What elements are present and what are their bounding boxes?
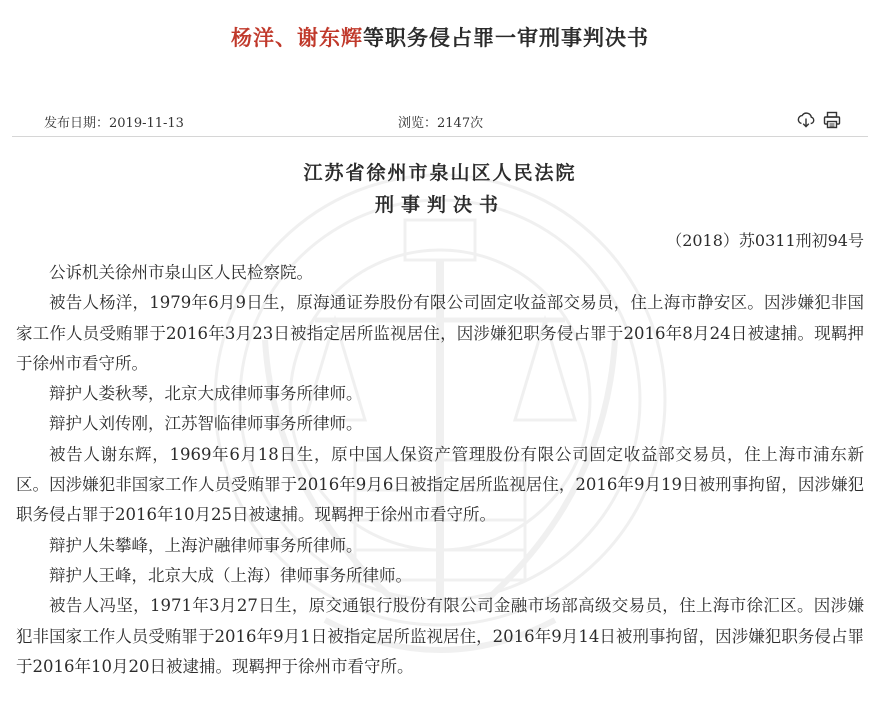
paragraph-defender-lou: 辩护人娄秋琴，北京大成律师事务所律师。 <box>49 384 363 404</box>
meta-bar <box>12 104 868 137</box>
document-title <box>0 22 880 52</box>
paragraph-defendant-yang: 被告人杨洋，1979年6月9日生，原海通证券股份有限公司固定收益部交易员，住上海市静安区。因涉嫌犯非国家工作人员受贿罪于2016年3月23日被指定居所监视居住，因涉嫌犯职务侵占罪于2016年8月24日被逮捕。现羁押于徐州市看守所。 <box>16 293 864 373</box>
document-type: 刑事判决书 <box>374 194 505 216</box>
meta-actions <box>796 110 842 130</box>
paragraph-defender-liu: 辩护人刘传刚，江苏智临律师事务所律师。 <box>49 414 363 434</box>
paragraph-defender-wang: 辩护人王峰，北京大成（上海）律师事务所律师。 <box>49 565 412 585</box>
court-name: 江苏省徐州市泉山区人民法院 <box>303 162 577 184</box>
download-icon[interactable] <box>796 110 816 130</box>
paragraph-defender-zhu: 辩护人朱攀峰，上海沪融律师事务所律师。 <box>49 535 363 555</box>
view-count: 浏览：2147次 <box>398 116 484 131</box>
paragraph-defendant-xie: 被告人谢东辉，1969年6月18日生，原中国人保资产管理股份有限公司固定收益部交易员，住上海市浦东新区。因涉嫌犯非国家工作人员受贿罪于2016年9月6日被指定居所监视居住，2016年9月19日被刑事拘留，因涉嫌犯职务侵占罪于2016年10月25日被逮捕。现羁押于徐州市看守所。 <box>16 444 864 525</box>
title-rest: 等职务侵占罪一审刑事判决书 <box>363 25 649 50</box>
case-number: （2018）苏0311刑初94号 <box>666 231 864 250</box>
paragraph-prosecutor: 公诉机关徐州市泉山区人民检察院。 <box>49 263 313 282</box>
title-defendant-names: 杨洋、谢东辉 <box>231 25 363 50</box>
publish-date: 发布日期：2019-11-13 <box>44 116 184 131</box>
paragraph-defendant-feng: 被告人冯坚，1971年3月27日生，原交通银行股份有限公司金融市场部高级交易员，住上海市徐汇区。因涉嫌犯非国家工作人员受贿罪于2016年9月1日被指定居所监视居住，2016年9月14日被刑事拘留，因涉嫌犯职务侵占罪于2016年10月20日被逮捕。现羁押于徐州市看守所。 <box>16 596 864 676</box>
judgment-body <box>16 258 864 682</box>
print-icon[interactable] <box>822 110 842 130</box>
